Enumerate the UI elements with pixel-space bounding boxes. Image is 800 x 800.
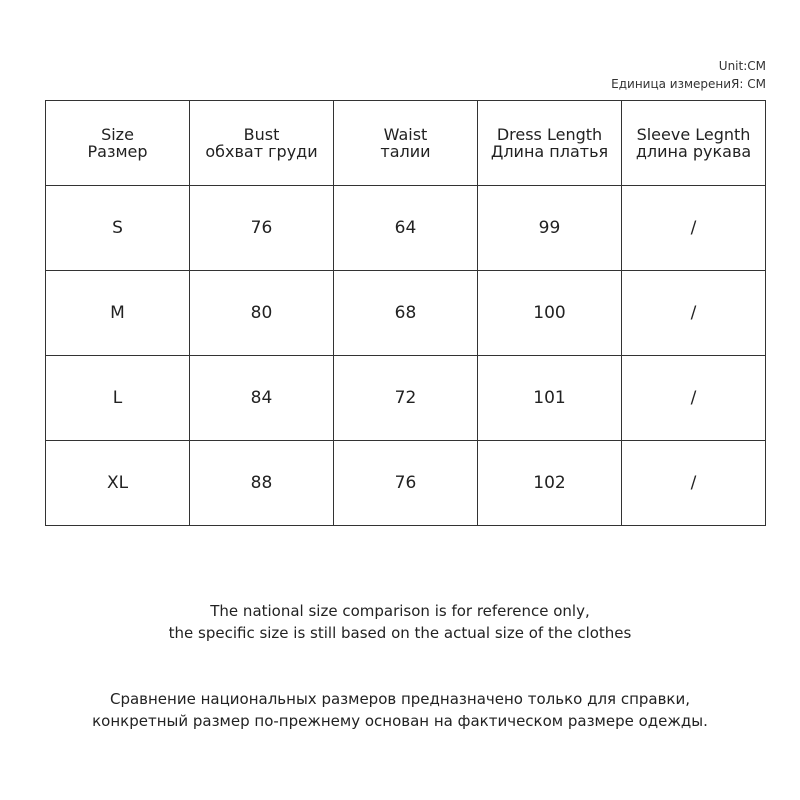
cell-size: S [46,186,190,271]
cell-size: M [46,271,190,356]
header-size [46,101,190,186]
unit-label-en: Unit:CM [718,59,766,73]
header-sleeve-length-ru: длина рукава [635,142,752,161]
header-waist-ru: талии [380,142,431,161]
cell-waist: 68 [334,271,478,356]
cell-size: XL [46,441,190,526]
cell-waist: 64 [334,186,478,271]
table-row [46,441,766,526]
header-dress-length-ru: Длина платья [490,142,609,161]
header-size-ru: Размер [87,142,148,161]
table-header-row [46,101,766,186]
header-waist [334,101,478,186]
reference-note-ru [0,688,800,732]
cell-dress-length: 102 [478,441,622,526]
cell-waist: 76 [334,441,478,526]
header-bust [190,101,334,186]
reference-note-ru-line: Сравнение национальных размеров предназначено только для справки, [109,690,691,708]
header-dress-length-en: Dress Length [496,125,603,144]
header-sleeve-length-en: Sleeve Legnth [636,125,751,144]
cell-dress-length: 99 [478,186,622,271]
cell-bust: 76 [190,186,334,271]
cell-dress-length: 101 [478,356,622,441]
unit-label-ru: Единица измерениЯ: CM [611,77,766,91]
header-dress-length [478,101,622,186]
cell-bust: 84 [190,356,334,441]
header-waist-en: Waist [383,125,428,144]
unit-label [611,57,766,93]
cell-bust: 80 [190,271,334,356]
cell-size: L [46,356,190,441]
cell-waist: 72 [334,356,478,441]
reference-note-en [0,600,800,644]
cell-sleeve-length: / [622,186,766,271]
cell-sleeve-length: / [622,356,766,441]
header-size-en: Size [101,125,134,144]
reference-note-ru-line: конкретный размер по-прежнему основан на фактическом размере одежды. [92,712,708,730]
header-sleeve-length [622,101,766,186]
header-bust-ru: обхват груди [205,142,318,161]
table-row [46,186,766,271]
cell-sleeve-length: / [622,271,766,356]
reference-note-en-line: The national size comparison is for reference only, [210,602,590,620]
table-row [46,271,766,356]
size-chart-table [45,100,766,526]
reference-note-en-line: the specific size is still based on the actual size of the clothes [168,624,632,642]
cell-sleeve-length: / [622,441,766,526]
cell-bust: 88 [190,441,334,526]
table-row [46,356,766,441]
cell-dress-length: 100 [478,271,622,356]
header-bust-en: Bust [243,125,280,144]
